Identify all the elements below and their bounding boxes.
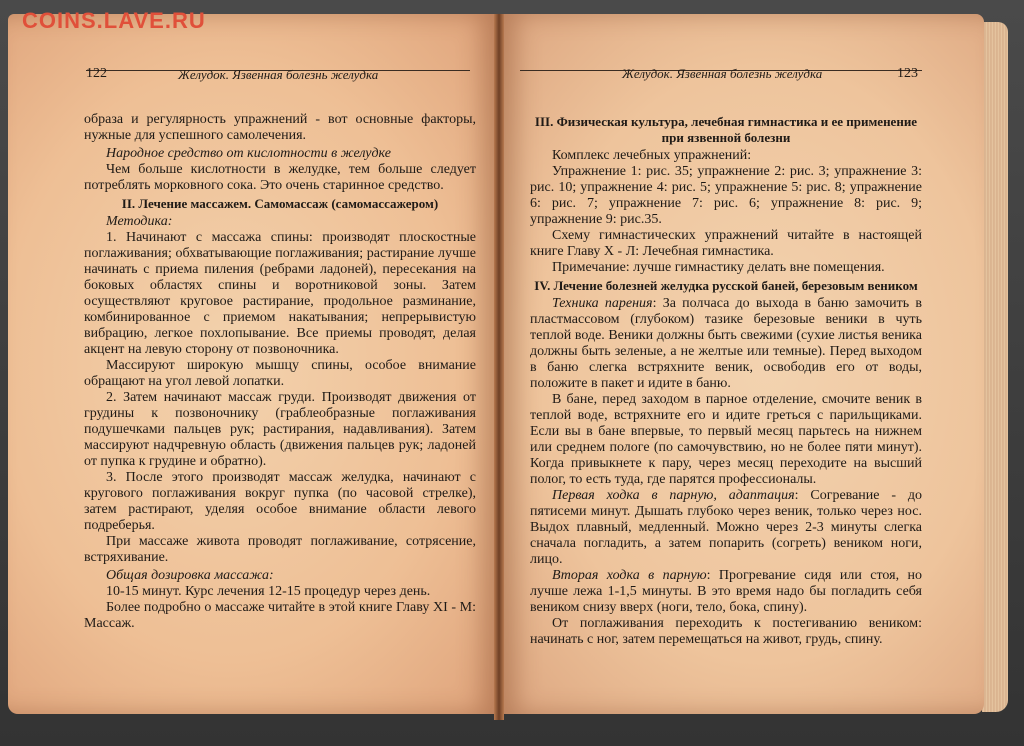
paragraph: Комплекс лечебных упражнений: (552, 148, 752, 163)
right-running-head (520, 66, 922, 81)
paragraph: Более подробно о массаже читайте в этой книге Главу XI - М: Массаж. (84, 600, 476, 631)
right-running-title: Желудок. Язвенная болезнь желудка (622, 66, 823, 81)
watermark-text: COINS.LAVE.RU (22, 8, 206, 33)
paragraph-lead: Первая ходка в парную, адаптация (552, 488, 795, 503)
paragraph-lead: Вторая ходка в парную (552, 568, 707, 583)
paragraph: От поглаживания переходить к постегиванию веником: начинать с ног, затем перемещаться на живот, грудь, спину. (530, 616, 922, 647)
left-page-text (84, 112, 476, 632)
paragraph: 1. Начинают с массажа спины: производят плоскостные поглаживания; обхватывающие поглаживания; растирание лучше начинать с приема пиления (ребрами ладоней), пересекания на боковых областях спины и воротниковой зоны. Затем осуществляют круговое растирание, продольное разминание, комбинированное с приемом накатывания; непрерывистую вибрацию, легкое похлопывание. Все приемы проводят, делая акцент на левую сторону от позвоночника. (84, 230, 476, 357)
section-heading: IV. Лечение болезней желудка русской баней, березовым веником (534, 278, 918, 293)
paragraph: При массаже живота проводят поглаживание, сотрясение, встряхивание. (84, 534, 476, 565)
subheading: Методика: (106, 214, 173, 229)
paragraph (530, 296, 922, 392)
paragraph (530, 568, 922, 616)
paragraph-body: : Согревание - до пятисеми минут. Дышать глубоко через веник, только через нос. Выдох плавный, медленный. Можно через 2-3 минуты слегка сначала погладить, а затем попарить (согреть) веником ноги, лицо. (530, 488, 922, 567)
page-edges (982, 22, 1008, 712)
subheading: Народное средство от кислотности в желудке (106, 146, 391, 161)
paragraph: Упражнение 1: рис. 35; упражнение 2: рис. 3; упражнение 3: рис. 10; упражнение 4: рис. 5; упражнение 5: рис. 8; упражнение 6: рис. 7; упражнение 7: рис. 6; упражнение 8: рис. 9; упражнение 9: рис.35. (530, 164, 922, 227)
left-page-number: 122 (86, 66, 107, 81)
paragraph: В бане, перед заходом в парное отделение, смочите веник в теплой воде, встряхните его и идите греться с парильщиками. Если вы в бане впервые, то первый месяц парьтесь на нижнем или среднем пологе (по самочувствию, но не более пяти минут). Когда привыкнете к пару, через месяц переходите на высший полог, то есть туда, где парятся профессионалы. (530, 392, 922, 487)
right-page-number: 123 (897, 66, 918, 81)
right-page (498, 14, 984, 714)
open-book (8, 14, 1010, 730)
paragraph: Схему гимнастических упражнений читайте в настоящей книге Главу X - Л: Лечебная гимнастика. (530, 228, 922, 259)
left-running-head (86, 66, 470, 82)
paragraph-lead: Техника парения (552, 296, 653, 311)
paragraph: Примечание: лучше гимнастику делать вне помещения. (552, 260, 885, 275)
left-running-title: Желудок. Язвенная болезнь желудка (178, 67, 379, 82)
paragraph (530, 488, 922, 568)
section-heading: III. Физическая культура, лечебная гимнастика и ее применение при язвенной болезни (534, 114, 918, 145)
paragraph: Массируют широкую мышцу спины, особое внимание обращают на угол левой лопатки. (84, 358, 476, 389)
paragraph: образа и регулярность упражнений - вот основные факторы, нужные для успешного самолечения. (84, 112, 476, 143)
subheading: Общая дозировка массажа: (106, 568, 274, 583)
book-spine (494, 14, 504, 720)
section-heading: II. Лечение массажем. Самомассаж (самомассажером) (121, 196, 439, 211)
left-page (8, 14, 500, 714)
paragraph-body: : Прогревание сидя или стоя, но лучше лежа 1-1,5 минуты. В это время надо бы погладить себя веником снизу вверх (ноги, тело, бока, спину). (530, 568, 922, 615)
right-page-text (530, 112, 922, 648)
paragraph: Чем больше кислотности в желудке, тем больше следует потреблять морковного сока. Это очень старинное средство. (84, 162, 476, 193)
paragraph-body: : За полчаса до выхода в баню замочить в пластмассовом (глубоком) тазике березовые веники в чуть теплой воде. Веники должны быть свежими (сухие листья веника должны быть зеленые, а не желтые или темные). Перед выходом в баню слегка встряхните веник, освободив его от воды, положите в пакет и идите в баню. (530, 296, 923, 391)
paragraph: 10-15 минут. Курс лечения 12-15 процедур через день. (106, 584, 431, 599)
paragraph: 3. После этого производят массаж желудка, начинают с кругового поглаживания вокруг пупка (по часовой стрелке), затем растирают, уделяя особое внимание области левого подреберья. (84, 470, 476, 533)
paragraph: 2. Затем начинают массаж груди. Производят движения от грудины к позвоночнику (граблеобразные поглаживания подушечками пальцев рук; растирания, надавливания). Затем массируют надчревную область (движения пальцев рук; ладоней от пупка к грудине и обратно). (84, 390, 476, 469)
